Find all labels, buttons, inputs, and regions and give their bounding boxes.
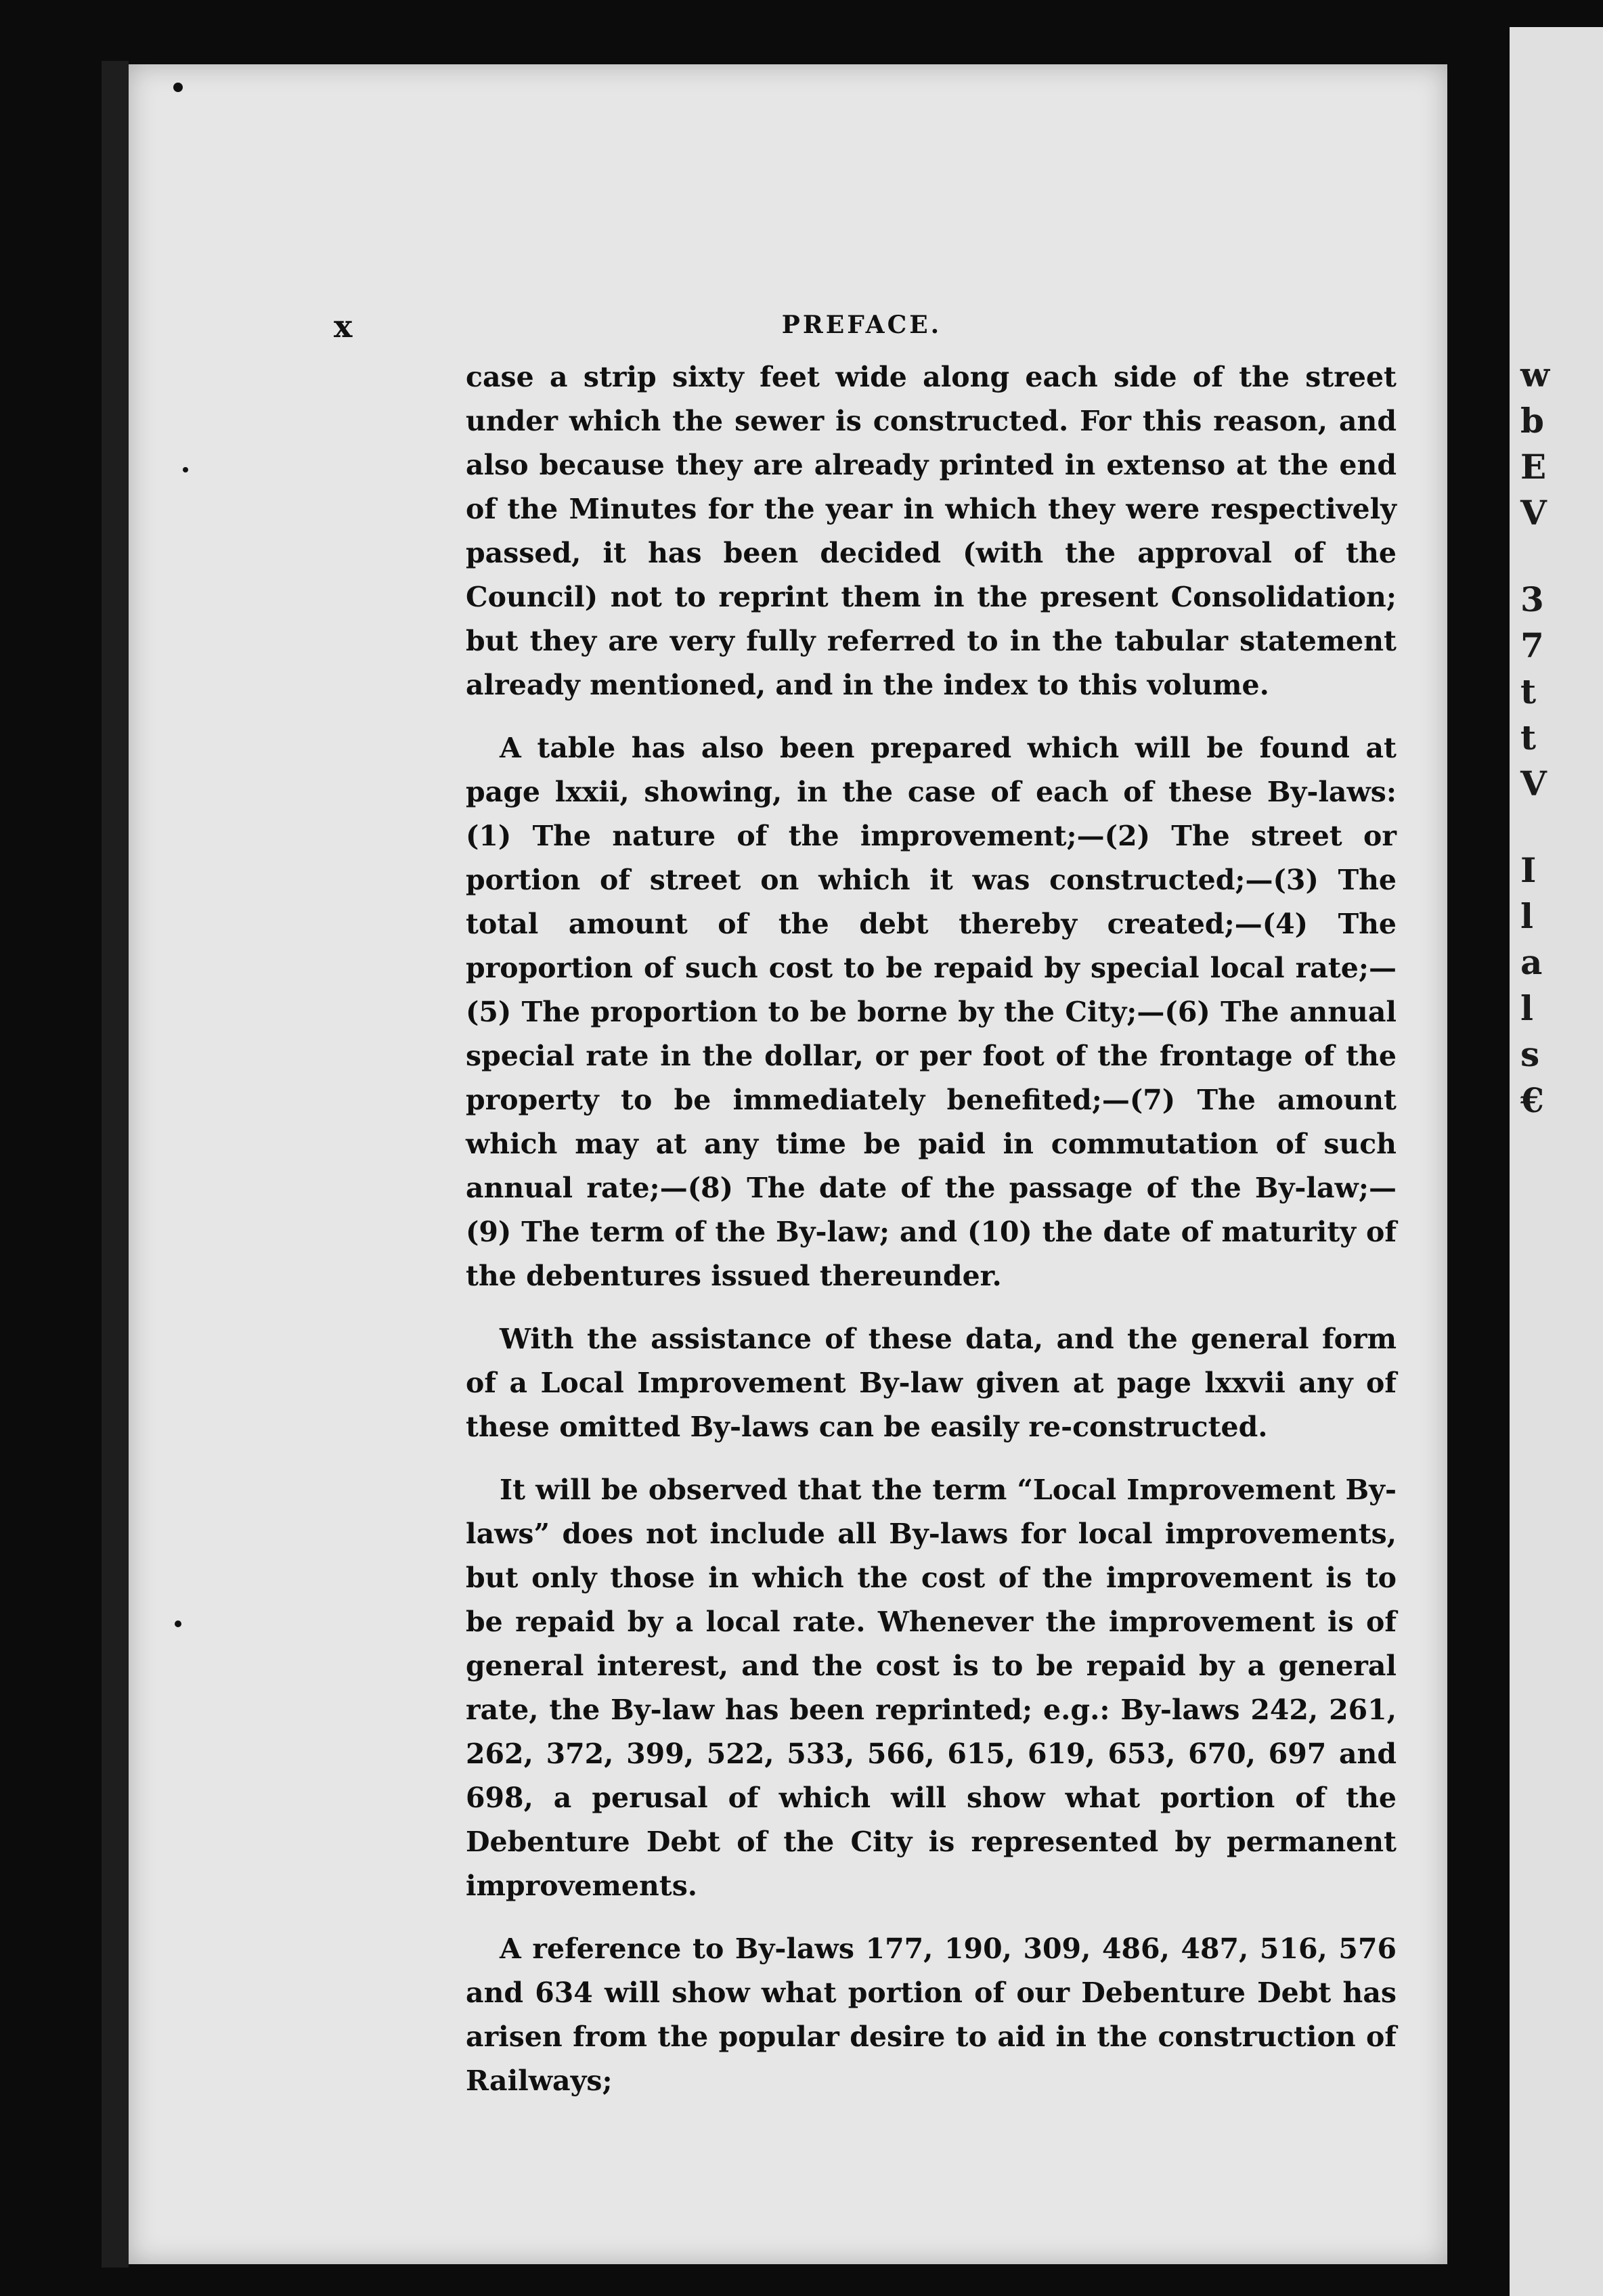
paragraph: A table has also been prepared which will be found at page lxxii, showing, in the case of each of these By-laws: (1) The nature of the improvement;—(2) The street or portion of street on which it was constructed;—(3) The total amount of the debt thereby created;—(4) The proportion of such cost to be repaid by special local rate;—(5) The proportion to be borne by the City;—(6) The annual special rate in the dollar, or per foot of the frontage of the property to be immediately benefited;—(7) The amount which may at any time be paid in commutation of such annual rate;—(8) The date of the passage of the By-law;—(9) The term of the By-law; and (10) the date of maturity of the debentures issued thereunder.: [466, 732, 1397, 1292]
paragraph: case a strip sixty feet wide along each side of the street under which the sewer is constructed. For this reason, and also because they are already printed in extenso at the end of the Minutes for the year in which they were respectively passed, it has been decided (with the approval of the Council) not to reprint them in the present Consolidation; but they are very fully referred to in the tabular statement already mentioned, and in the index to this volume.: [466, 361, 1397, 701]
paragraph: A reference to By-laws 177, 190, 309, 486, 487, 516, 576 and 634 will show what portion of our Debenture Debt has arisen from the popular desire to aid in the construction of Railways;: [466, 1933, 1397, 2097]
facing-fragment: l: [1520, 988, 1533, 1028]
paragraph: With the assistance of these data, and the general form of a Local Improvement By-law given at page lxxvii any of these omitted By-laws can be easily re-constructed.: [466, 1323, 1397, 1443]
page-header: [334, 308, 1390, 349]
book-gutter: [102, 61, 129, 2268]
facing-fragment: t: [1520, 718, 1537, 757]
paragraph: It will be observed that the term “Local Improvement By-laws” does not include all By-laws for local improvements, but only those in which the cost of the improvement is to be repaid by a local rate. Whenever the improvement is of general interest, and the cost is to be repaid by a general rate, the By-law has been reprinted; e.g.: By-laws 242, 261, 262, 372, 399, 522, 533, 566, 615, 619, 653, 670, 697 and 698, a perusal of which will show what portion of the Debenture Debt of the City is represented by permanent improvements.: [466, 1474, 1397, 1902]
facing-page-text-fragments: [1520, 352, 1550, 1124]
facing-fragment: l: [1520, 896, 1533, 936]
facing-fragment: I: [1520, 850, 1537, 890]
facing-fragment: a: [1520, 942, 1543, 982]
scan-speck: [173, 83, 183, 92]
facing-fragment: w: [1520, 355, 1550, 395]
page-number: x: [334, 308, 353, 345]
facing-fragment: 3: [1520, 579, 1544, 619]
facing-fragment: V: [1520, 764, 1547, 803]
facing-fragment: b: [1520, 401, 1544, 441]
scan-speck: [175, 1620, 181, 1627]
facing-fragment: s: [1520, 1034, 1540, 1074]
facing-fragment: 7: [1520, 625, 1544, 665]
facing-page-edge: [1510, 27, 1603, 2296]
body-text: [466, 355, 1397, 2122]
facing-fragment: E: [1520, 447, 1547, 487]
facing-fragment: t: [1520, 671, 1537, 711]
running-head: PREFACE.: [781, 311, 942, 339]
facing-fragment: V: [1520, 493, 1547, 533]
scan-speck: [183, 467, 188, 472]
facing-fragment: €: [1520, 1080, 1544, 1120]
